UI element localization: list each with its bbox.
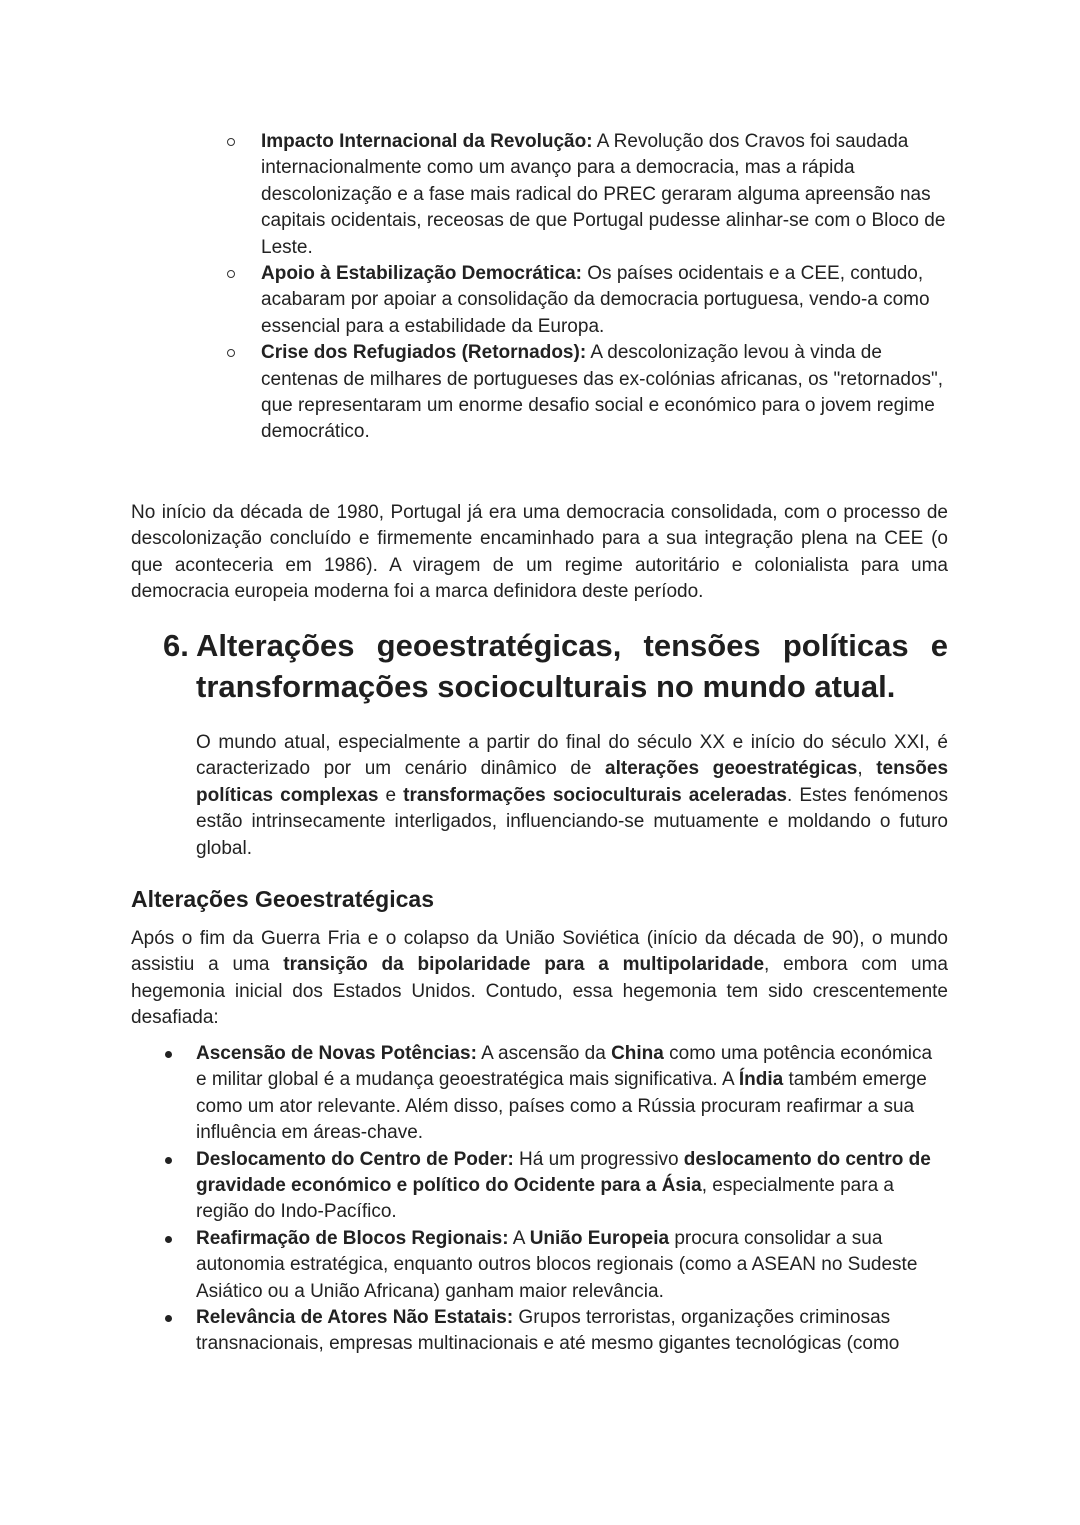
geo-text: , embora com uma hegemonia inicial dos Estados Unidos. Contudo, essa hegemonia tem sido crescentemente desafiada: — [131, 954, 948, 1029]
geo-paragraph — [131, 926, 948, 1032]
intro-text: . Estes fenómenos estão intrinsecamente interligados, influenciando-se mutuamente e moldando o futuro global. — [196, 784, 949, 859]
sub-bullet-list — [0, 129, 1080, 446]
list-item — [0, 1041, 946, 1147]
intro-text: O mundo atual, especialmente a partir do final do século XX e início do século XXI, é caracterizado por um cenário dinâmico de — [196, 732, 948, 780]
item-text: procura consolidar a sua autonomia estratégica, enquanto outros blocos regionais (como a ASEAN no Sudeste Asiático ou a União Africana) ganham maior relevância. — [196, 1227, 918, 1302]
bullet-icon — [165, 1157, 172, 1164]
item-title: Deslocamento do Centro de Poder: — [196, 1148, 514, 1170]
bullet-icon — [165, 1051, 172, 1058]
list-item — [0, 340, 951, 446]
item-bold: Índia — [738, 1069, 784, 1091]
item-title: Impacto Internacional da Revolução: — [261, 131, 593, 152]
item-title: Relevância de Atores Não Estatais: — [196, 1307, 514, 1329]
intro-bold: tensões políticas complexas — [196, 758, 949, 806]
bullet-icon — [165, 1315, 172, 1322]
item-bold: União Europeia — [529, 1227, 670, 1249]
section-title-line1: Alterações geoestratégicas, tensões políticas e — [196, 628, 948, 663]
geo-bold: transição da bipolaridade para a multipolaridade — [283, 954, 765, 976]
intro-bold: alterações geoestratégicas — [605, 758, 858, 780]
item-title: Reafirmação de Blocos Regionais: — [196, 1227, 509, 1249]
list-item — [0, 261, 951, 340]
circle-bullet-icon — [227, 349, 235, 357]
intro-paragraph — [196, 730, 948, 862]
section-number: 6. — [163, 628, 189, 663]
item-text: Há um progressivo — [513, 1148, 684, 1170]
circle-bullet-icon — [227, 138, 235, 146]
item-text: A descolonização levou à vinda de centenas de milhares de portugueses das ex-colónias africanas, os "retornados", que representaram um enorme desafio social e económico para o jovem regime democrático. — [261, 342, 944, 443]
list-item — [0, 1226, 946, 1305]
item-text: , especialmente para a região do Indo-Pacífico. — [196, 1175, 894, 1223]
intro-text: e — [378, 784, 404, 806]
item-text: como uma potência económica e militar global é a mudança geoestratégica mais significativa. A — [196, 1043, 933, 1091]
geo-text: Após o fim da Guerra Fria e o colapso da União Soviética (início da década de 90), o mundo assistiu a uma — [131, 928, 948, 976]
item-text: Grupos terroristas, organizações criminosas transnacionais, empresas multinacionais e até mesmo gigantes tecnológicas (como — [196, 1307, 900, 1355]
item-bold: China — [611, 1043, 664, 1064]
item-text: A Revolução dos Cravos foi saudada internacionalmente como um avanço para a democracia, mas a rápida descolonização e a fase mais radical do PREC geraram alguma apreensão nas capitais ocidentais, receosas de que Portugal pudesse alinhar-se com o Bloco de Leste. — [261, 131, 946, 258]
circle-bullet-icon — [227, 270, 235, 278]
bullet-list — [0, 1041, 1080, 1358]
item-title: Ascensão de Novas Potências: — [196, 1043, 477, 1064]
item-bold: deslocamento do centro de gravidade económico e político do Ocidente para a Ásia — [196, 1148, 931, 1197]
item-text: A — [508, 1227, 530, 1249]
subheading: Alterações Geoestratégicas — [131, 886, 434, 912]
item-title: Crise dos Refugiados (Retornados): — [261, 342, 587, 364]
list-item — [0, 1305, 946, 1358]
item-text: Os países ocidentais e a CEE, contudo, acabaram por apoiar a consolidação da democracia portuguesa, vendo-a como essencial para a estabilidade da Europa. — [261, 263, 930, 337]
intro-bold: transformações socioculturais aceleradas — [403, 784, 787, 806]
list-item — [0, 1147, 946, 1226]
item-text: também emerge como um ator relevante. Além disso, países como a Rússia procuram reafirmar a sua influência em áreas-chave. — [196, 1069, 927, 1144]
section-title-line2: transformações socioculturais no mundo atual. — [196, 669, 896, 704]
item-text: A ascensão da — [476, 1043, 612, 1064]
item-title: Apoio à Estabilização Democrática: — [261, 263, 582, 285]
list-item — [0, 129, 951, 261]
intro-text: , — [857, 758, 877, 780]
conclusion-paragraph: No início da década de 1980, Portugal já era uma democracia consolidada, com o processo de descolonização concluído e firmemente encaminhado para a sua integração plena na CEE (o que aconteceria em 1986). A viragem de um regime autoritário e colonialista para uma democracia europeia moderna foi a marca definidora deste período. — [131, 502, 948, 603]
bullet-icon — [165, 1236, 172, 1243]
